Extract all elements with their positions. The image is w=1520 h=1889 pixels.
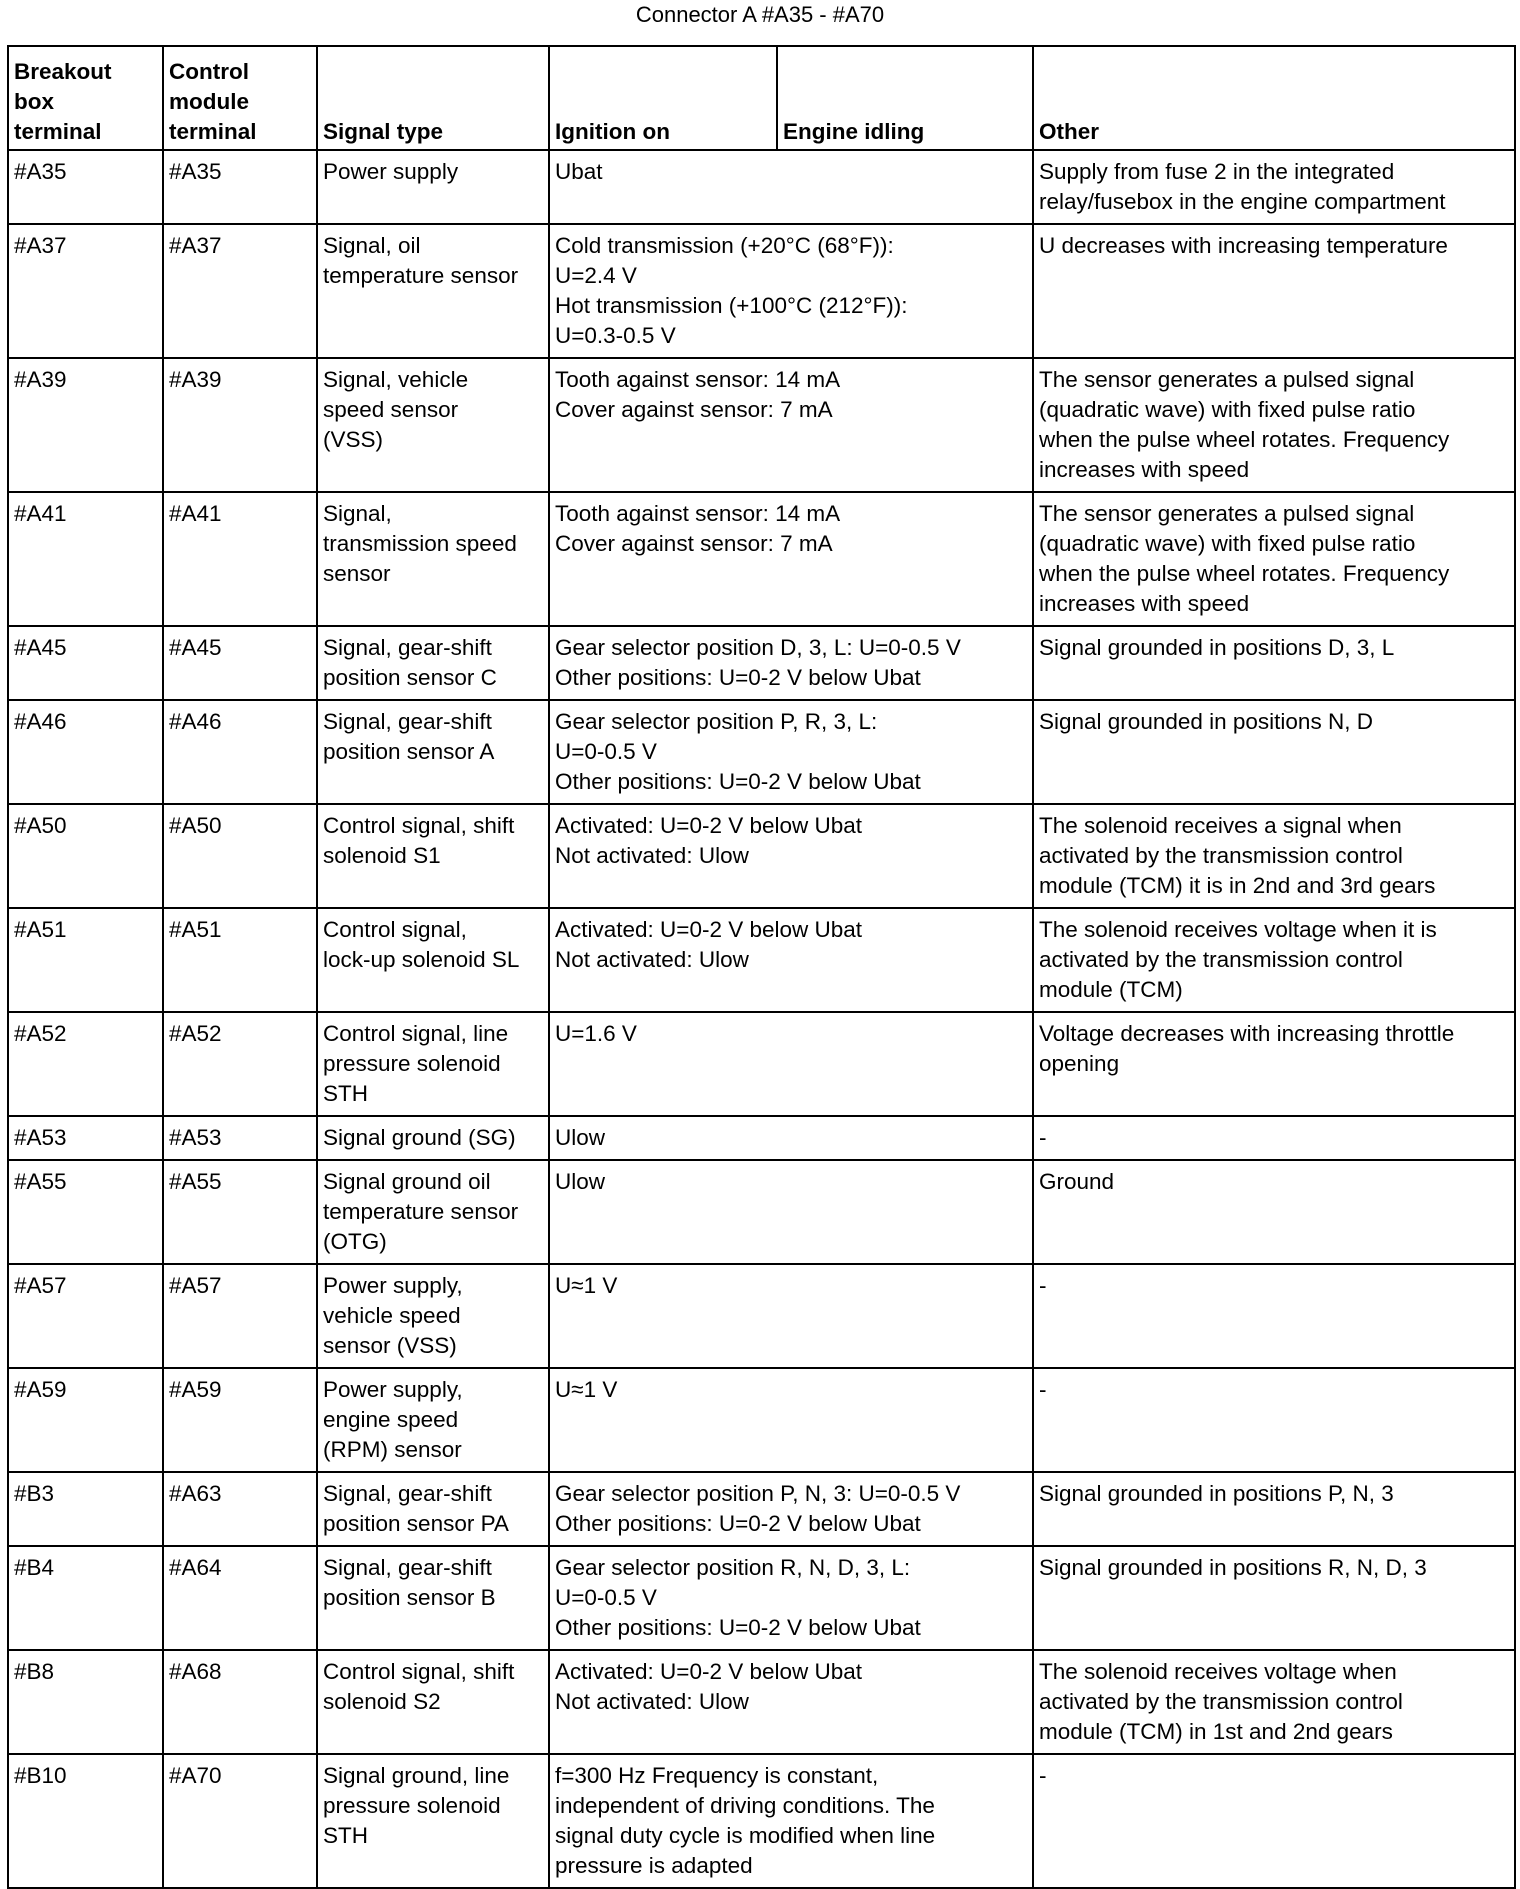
header-breakout-box-terminal: Breakout box terminal xyxy=(8,46,163,150)
breakout-terminal-cell: #A35 xyxy=(8,150,163,224)
value-cell: Cold transmission (+20°C (68°F)): U=2.4 V Hot transmission (+100°C (212°F)): U=0.3-0.5 V xyxy=(549,224,1033,358)
control-terminal-cell: #A55 xyxy=(163,1160,317,1264)
control-terminal-cell: #A63 xyxy=(163,1472,317,1546)
control-terminal-cell: #A39 xyxy=(163,358,317,492)
control-terminal-cell: #A64 xyxy=(163,1546,317,1650)
signal-type-cell: Signal, transmission speed sensor xyxy=(317,492,549,626)
table-row xyxy=(8,150,1515,224)
other-cell: - xyxy=(1033,1264,1515,1368)
value-cell: Activated: U=0-2 V below Ubat Not activated: Ulow xyxy=(549,1650,1033,1754)
breakout-terminal-cell: #B3 xyxy=(8,1472,163,1546)
header-other: Other xyxy=(1033,46,1515,150)
table-row xyxy=(8,1160,1515,1264)
control-terminal-cell: #A68 xyxy=(163,1650,317,1754)
signal-type-cell: Signal, vehicle speed sensor (VSS) xyxy=(317,358,549,492)
table-row xyxy=(8,1264,1515,1368)
value-cell: f=300 Hz Frequency is constant, independent of driving conditions. The signal duty cycle is modified when line pressure is adapted xyxy=(549,1754,1033,1888)
breakout-terminal-cell: #A59 xyxy=(8,1368,163,1472)
breakout-terminal-cell: #A51 xyxy=(8,908,163,1012)
header-engine-idling: Engine idling xyxy=(777,46,1033,150)
value-cell: Activated: U=0-2 V below Ubat Not activated: Ulow xyxy=(549,804,1033,908)
other-cell: U decreases with increasing temperature xyxy=(1033,224,1515,358)
value-cell: Activated: U=0-2 V below Ubat Not activated: Ulow xyxy=(549,908,1033,1012)
control-terminal-cell: #A53 xyxy=(163,1116,317,1160)
breakout-terminal-cell: #A37 xyxy=(8,224,163,358)
breakout-terminal-cell: #A55 xyxy=(8,1160,163,1264)
table-row xyxy=(8,492,1515,626)
table-row xyxy=(8,1116,1515,1160)
other-cell: Ground xyxy=(1033,1160,1515,1264)
signal-type-cell: Power supply, vehicle speed sensor (VSS) xyxy=(317,1264,549,1368)
connector-table xyxy=(7,45,1516,1889)
control-terminal-cell: #A57 xyxy=(163,1264,317,1368)
value-cell: Tooth against sensor: 14 mA Cover against sensor: 7 mA xyxy=(549,358,1033,492)
breakout-terminal-cell: #A45 xyxy=(8,626,163,700)
breakout-terminal-cell: #A50 xyxy=(8,804,163,908)
signal-type-cell: Signal ground, line pressure solenoid STH xyxy=(317,1754,549,1888)
header-signal-type: Signal type xyxy=(317,46,549,150)
table-row xyxy=(8,626,1515,700)
table-row xyxy=(8,804,1515,908)
value-cell: U≈1 V xyxy=(549,1368,1033,1472)
signal-type-cell: Control signal, line pressure solenoid STH xyxy=(317,1012,549,1116)
value-cell: Gear selector position P, N, 3: U=0-0.5 V Other positions: U=0-2 V below Ubat xyxy=(549,1472,1033,1546)
breakout-terminal-cell: #B10 xyxy=(8,1754,163,1888)
breakout-terminal-cell: #A57 xyxy=(8,1264,163,1368)
other-cell: The solenoid receives voltage when it is activated by the transmission control module (TCM) xyxy=(1033,908,1515,1012)
signal-type-cell: Signal ground (SG) xyxy=(317,1116,549,1160)
signal-type-cell: Control signal, shift solenoid S1 xyxy=(317,804,549,908)
table-body xyxy=(8,150,1515,1888)
value-cell: Gear selector position R, N, D, 3, L: U=0-0.5 V Other positions: U=0-2 V below Ubat xyxy=(549,1546,1033,1650)
control-terminal-cell: #A41 xyxy=(163,492,317,626)
table-row xyxy=(8,358,1515,492)
control-terminal-cell: #A52 xyxy=(163,1012,317,1116)
control-terminal-cell: #A37 xyxy=(163,224,317,358)
signal-type-cell: Signal, gear-shift position sensor A xyxy=(317,700,549,804)
value-cell: Ubat xyxy=(549,150,1033,224)
other-cell: - xyxy=(1033,1116,1515,1160)
signal-type-cell: Power supply, engine speed (RPM) sensor xyxy=(317,1368,549,1472)
signal-type-cell: Signal, gear-shift position sensor PA xyxy=(317,1472,549,1546)
other-cell: Signal grounded in positions P, N, 3 xyxy=(1033,1472,1515,1546)
table-row xyxy=(8,1754,1515,1888)
table-row xyxy=(8,700,1515,804)
other-cell: The sensor generates a pulsed signal (quadratic wave) with fixed pulse ratio when the pulse wheel rotates. Frequency increases with speed xyxy=(1033,358,1515,492)
table-row xyxy=(8,1012,1515,1116)
signal-type-cell: Signal, oil temperature sensor xyxy=(317,224,549,358)
control-terminal-cell: #A70 xyxy=(163,1754,317,1888)
signal-type-cell: Signal, gear-shift position sensor C xyxy=(317,626,549,700)
header-control-module-terminal: Control module terminal xyxy=(163,46,317,150)
control-terminal-cell: #A45 xyxy=(163,626,317,700)
other-cell: - xyxy=(1033,1754,1515,1888)
header-row xyxy=(8,46,1515,150)
signal-type-cell: Signal, gear-shift position sensor B xyxy=(317,1546,549,1650)
breakout-terminal-cell: #B4 xyxy=(8,1546,163,1650)
breakout-terminal-cell: #A39 xyxy=(8,358,163,492)
control-terminal-cell: #A50 xyxy=(163,804,317,908)
other-cell: The sensor generates a pulsed signal (quadratic wave) with fixed pulse ratio when the pulse wheel rotates. Frequency increases with speed xyxy=(1033,492,1515,626)
breakout-terminal-cell: #B8 xyxy=(8,1650,163,1754)
other-cell: The solenoid receives voltage when activated by the transmission control module (TCM) in 1st and 2nd gears xyxy=(1033,1650,1515,1754)
other-cell: Signal grounded in positions D, 3, L xyxy=(1033,626,1515,700)
table-row xyxy=(8,1546,1515,1650)
control-terminal-cell: #A51 xyxy=(163,908,317,1012)
other-cell: Signal grounded in positions N, D xyxy=(1033,700,1515,804)
value-cell: Ulow xyxy=(549,1160,1033,1264)
signal-type-cell: Power supply xyxy=(317,150,549,224)
value-cell: Gear selector position D, 3, L: U=0-0.5 V Other positions: U=0-2 V below Ubat xyxy=(549,626,1033,700)
control-terminal-cell: #A35 xyxy=(163,150,317,224)
breakout-terminal-cell: #A52 xyxy=(8,1012,163,1116)
table-row xyxy=(8,1650,1515,1754)
breakout-terminal-cell: #A53 xyxy=(8,1116,163,1160)
other-cell: Voltage decreases with increasing throttle opening xyxy=(1033,1012,1515,1116)
signal-type-cell: Control signal, lock-up solenoid SL xyxy=(317,908,549,1012)
page-title: Connector A #A35 - #A70 xyxy=(635,2,885,27)
breakout-terminal-cell: #A41 xyxy=(8,492,163,626)
value-cell: U=1.6 V xyxy=(549,1012,1033,1116)
value-cell: Tooth against sensor: 14 mA Cover against sensor: 7 mA xyxy=(549,492,1033,626)
breakout-terminal-cell: #A46 xyxy=(8,700,163,804)
control-terminal-cell: #A59 xyxy=(163,1368,317,1472)
signal-type-cell: Signal ground oil temperature sensor (OTG) xyxy=(317,1160,549,1264)
other-cell: - xyxy=(1033,1368,1515,1472)
table-row xyxy=(8,1472,1515,1546)
signal-type-cell: Control signal, shift solenoid S2 xyxy=(317,1650,549,1754)
value-cell: Ulow xyxy=(549,1116,1033,1160)
table-row xyxy=(8,1368,1515,1472)
control-terminal-cell: #A46 xyxy=(163,700,317,804)
header-ignition-on: Ignition on xyxy=(549,46,777,150)
value-cell: U≈1 V xyxy=(549,1264,1033,1368)
other-cell: Supply from fuse 2 in the integrated relay/fusebox in the engine compartment xyxy=(1033,150,1515,224)
other-cell: Signal grounded in positions R, N, D, 3 xyxy=(1033,1546,1515,1650)
other-cell: The solenoid receives a signal when activated by the transmission control module (TCM) it is in 2nd and 3rd gears xyxy=(1033,804,1515,908)
value-cell: Gear selector position P, R, 3, L: U=0-0.5 V Other positions: U=0-2 V below Ubat xyxy=(549,700,1033,804)
table-row xyxy=(8,908,1515,1012)
table-row xyxy=(8,224,1515,358)
